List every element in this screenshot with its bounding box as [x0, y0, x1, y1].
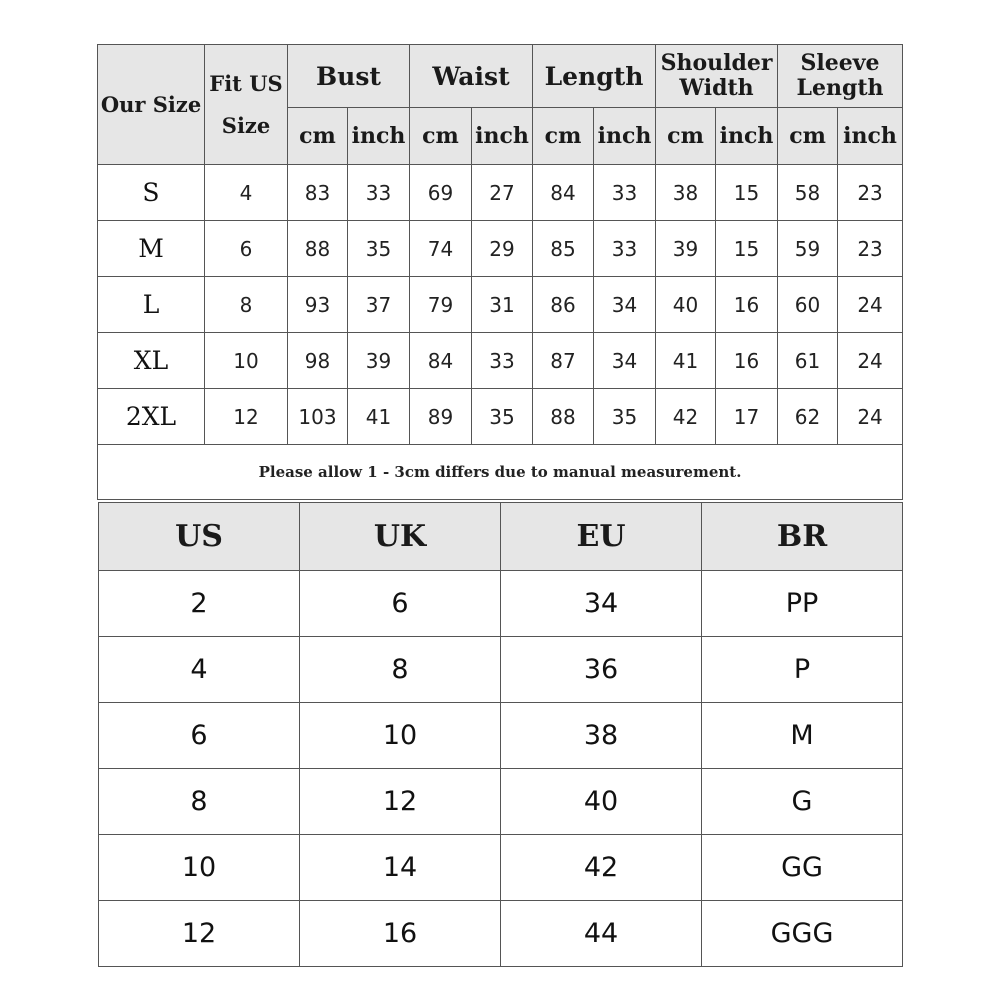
- table-row: [99, 769, 903, 835]
- table-row: [98, 277, 903, 333]
- value-cell: 33: [348, 165, 410, 221]
- value-cell: 87: [533, 333, 594, 389]
- value-cell: 35: [472, 389, 533, 445]
- table-row: [99, 901, 903, 967]
- value-cell: 39: [656, 221, 716, 277]
- value-cell: 39: [348, 333, 410, 389]
- table-row: [99, 835, 903, 901]
- waist-cm-header: cm: [410, 108, 472, 165]
- value-cell: 24: [838, 389, 903, 445]
- value-cell: 88: [288, 221, 348, 277]
- value-cell: 79: [410, 277, 472, 333]
- eu-cell: 40: [501, 769, 702, 835]
- value-cell: 41: [348, 389, 410, 445]
- shoulder-width-header: [656, 45, 778, 108]
- sleeve-length-header: [778, 45, 903, 108]
- table-row: [99, 637, 903, 703]
- value-cell: 15: [716, 221, 778, 277]
- shoulder-inch-header: inch: [716, 108, 778, 165]
- br-cell: GG: [702, 835, 903, 901]
- value-cell: 34: [594, 277, 656, 333]
- shoulder-width-header-line2: Width: [679, 75, 754, 101]
- br-cell: M: [702, 703, 903, 769]
- value-cell: 15: [716, 165, 778, 221]
- table-row: [98, 389, 903, 445]
- value-cell: 37: [348, 277, 410, 333]
- value-cell: 103: [288, 389, 348, 445]
- eu-cell: 44: [501, 901, 702, 967]
- value-cell: 84: [533, 165, 594, 221]
- value-cell: 33: [472, 333, 533, 389]
- length-inch-header: inch: [594, 108, 656, 165]
- waist-inch-header: inch: [472, 108, 533, 165]
- uk-header: UK: [300, 503, 501, 571]
- value-cell: 83: [288, 165, 348, 221]
- fit-us-cell: 8: [205, 277, 288, 333]
- size-conversion-table: [98, 502, 903, 967]
- conversion-header-row: [99, 503, 903, 571]
- value-cell: 24: [838, 277, 903, 333]
- value-cell: 35: [594, 389, 656, 445]
- eu-cell: 42: [501, 835, 702, 901]
- value-cell: 58: [778, 165, 838, 221]
- value-cell: 35: [348, 221, 410, 277]
- value-cell: 60: [778, 277, 838, 333]
- fit-us-cell: 10: [205, 333, 288, 389]
- bust-inch-header: inch: [348, 108, 410, 165]
- value-cell: 98: [288, 333, 348, 389]
- value-cell: 42: [656, 389, 716, 445]
- value-cell: 33: [594, 165, 656, 221]
- sleeve-length-header-line1: Sleeve: [800, 50, 880, 76]
- uk-cell: 6: [300, 571, 501, 637]
- fit-us-cell: 4: [205, 165, 288, 221]
- value-cell: 88: [533, 389, 594, 445]
- value-cell: 86: [533, 277, 594, 333]
- us-cell: 4: [99, 637, 300, 703]
- value-cell: 33: [594, 221, 656, 277]
- value-cell: 38: [656, 165, 716, 221]
- shoulder-width-header-line1: Shoulder: [660, 50, 773, 76]
- value-cell: 93: [288, 277, 348, 333]
- table-row: [98, 221, 903, 277]
- us-header: US: [99, 503, 300, 571]
- uk-cell: 16: [300, 901, 501, 967]
- value-cell: 85: [533, 221, 594, 277]
- br-cell: GGG: [702, 901, 903, 967]
- value-cell: 40: [656, 277, 716, 333]
- eu-cell: 34: [501, 571, 702, 637]
- size-cell: XL: [98, 333, 205, 389]
- waist-header: Waist: [410, 45, 533, 108]
- br-cell: P: [702, 637, 903, 703]
- value-cell: 17: [716, 389, 778, 445]
- header-row-groups: [98, 45, 903, 108]
- size-cell: 2XL: [98, 389, 205, 445]
- br-cell: PP: [702, 571, 903, 637]
- us-cell: 2: [99, 571, 300, 637]
- value-cell: 74: [410, 221, 472, 277]
- sleeve-length-header-line2: Length: [796, 75, 884, 101]
- uk-cell: 12: [300, 769, 501, 835]
- eu-cell: 36: [501, 637, 702, 703]
- uk-cell: 10: [300, 703, 501, 769]
- us-cell: 10: [99, 835, 300, 901]
- fit-us-cell: 12: [205, 389, 288, 445]
- bust-header: Bust: [288, 45, 410, 108]
- value-cell: 23: [838, 221, 903, 277]
- value-cell: 62: [778, 389, 838, 445]
- value-cell: 59: [778, 221, 838, 277]
- value-cell: 84: [410, 333, 472, 389]
- value-cell: 89: [410, 389, 472, 445]
- bust-cm-header: cm: [288, 108, 348, 165]
- us-cell: 8: [99, 769, 300, 835]
- measurement-table: [97, 44, 903, 500]
- eu-cell: 38: [501, 703, 702, 769]
- size-cell: S: [98, 165, 205, 221]
- note-row: [98, 445, 903, 500]
- eu-header: EU: [501, 503, 702, 571]
- uk-cell: 14: [300, 835, 501, 901]
- us-cell: 6: [99, 703, 300, 769]
- table-row: [98, 333, 903, 389]
- table-row: [99, 571, 903, 637]
- value-cell: 61: [778, 333, 838, 389]
- uk-cell: 8: [300, 637, 501, 703]
- fit-us-cell: 6: [205, 221, 288, 277]
- value-cell: 34: [594, 333, 656, 389]
- value-cell: 23: [838, 165, 903, 221]
- fit-us-size-header: [205, 45, 288, 165]
- value-cell: 16: [716, 333, 778, 389]
- size-cell: M: [98, 221, 205, 277]
- sleeve-cm-header: cm: [778, 108, 838, 165]
- length-header: Length: [533, 45, 656, 108]
- fit-us-size-header-line2: Size: [221, 112, 271, 138]
- us-cell: 12: [99, 901, 300, 967]
- table-row: [99, 703, 903, 769]
- value-cell: 31: [472, 277, 533, 333]
- shoulder-cm-header: cm: [656, 108, 716, 165]
- value-cell: 24: [838, 333, 903, 389]
- size-cell: L: [98, 277, 205, 333]
- value-cell: 69: [410, 165, 472, 221]
- our-size-header: Our Size: [98, 45, 205, 165]
- length-cm-header: cm: [533, 108, 594, 165]
- br-header: BR: [702, 503, 903, 571]
- br-cell: G: [702, 769, 903, 835]
- value-cell: 41: [656, 333, 716, 389]
- sleeve-inch-header: inch: [838, 108, 903, 165]
- value-cell: 29: [472, 221, 533, 277]
- table-row: [98, 165, 903, 221]
- value-cell: 27: [472, 165, 533, 221]
- fit-us-size-header-line1: Fit US: [209, 70, 283, 96]
- measurement-note: Please allow 1 - 3cm differs due to manual measurement.: [98, 445, 903, 500]
- value-cell: 16: [716, 277, 778, 333]
